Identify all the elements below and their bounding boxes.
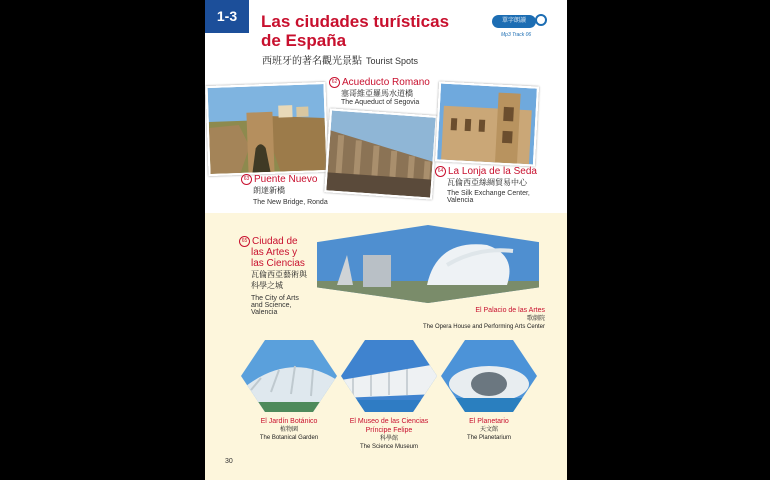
lonja-name-en-2: Valencia	[447, 197, 474, 205]
puente-name-zh: 朗達新橋	[253, 186, 285, 196]
ciudad-name-zh-2: 科學之城	[251, 281, 283, 291]
lonja-caption	[435, 166, 537, 204]
cd-icon	[535, 14, 547, 26]
palau-name-zh: 歌劇院	[526, 316, 545, 322]
ciudad-name-en-2: and Science,	[251, 302, 292, 310]
acueducto-name-zh: 塞哥維亞羅馬水道橋	[341, 89, 413, 99]
puente-caption	[241, 174, 328, 206]
acueducto-photo	[324, 108, 438, 199]
puente-name: Puente Nuevo	[254, 174, 318, 186]
chapter-number: 1-3	[205, 0, 249, 33]
book-page	[205, 0, 567, 480]
museo-caption	[333, 417, 445, 451]
subtitle-chinese: 西班牙的著名觀光景點	[262, 56, 362, 67]
page-title: Las ciudades turísticas de España	[261, 12, 450, 50]
lonja-photo	[435, 81, 539, 166]
ciudad-name-zh-1: 瓦倫西亞藝術與	[251, 270, 307, 280]
lonja-name: La Lonja de la Seda	[448, 166, 537, 178]
planetario-caption	[441, 417, 537, 442]
spot-number: 62	[329, 77, 340, 88]
planetario-name: El Planetario	[469, 418, 509, 425]
acueducto-name-en: The Aqueduct of Segovia	[341, 99, 420, 107]
jardin-name-zh: 植物園	[279, 427, 298, 433]
jardin-caption	[241, 417, 337, 442]
ciudad-name-line-3: las Ciencias	[251, 258, 305, 270]
planetario-name-en: The Planetarium	[466, 435, 512, 441]
museo-name-1: El Museo de las Ciencias	[349, 418, 429, 425]
ciudad-name-en-1: The City of Arts	[251, 295, 299, 303]
palau-name: El Palacio de las Artes	[475, 307, 545, 314]
audio-badge: 單字朗讀	[492, 15, 536, 28]
acueducto-name: Acueducto Romano	[342, 77, 430, 89]
museo-name-zh: 科學館	[379, 436, 398, 442]
jardin-name: El Jardín Botánico	[260, 418, 318, 425]
page-subtitle	[262, 52, 418, 67]
jardin-name-en: The Botanical Garden	[259, 435, 319, 441]
museo-name-en: The Science Museum	[359, 444, 419, 450]
puente-nuevo-photo	[205, 82, 328, 176]
page-number: 30	[225, 458, 233, 465]
palau-caption	[415, 306, 545, 331]
puente-name-en: The New Bridge, Ronda	[253, 199, 328, 207]
lonja-name-zh: 瓦倫西亞絲綢貿易中心	[447, 178, 527, 188]
palau-name-en: The Opera House and Performing Arts Center	[422, 324, 545, 330]
acueducto-caption	[329, 77, 430, 106]
mp3-track-label: Mp3 Track 06	[501, 32, 532, 38]
spot-number: 63	[241, 174, 252, 185]
museo-name-2: Príncipe Felipe	[365, 427, 413, 434]
spot-number: 65	[239, 236, 250, 247]
ciudad-name-line-1: Ciudad de	[252, 236, 298, 248]
planetario-name-zh: 天文館	[479, 427, 498, 433]
ciudad-name-line-2: las Artes y	[251, 247, 298, 259]
subtitle-english: Tourist Spots	[366, 56, 419, 66]
spot-number: 64	[435, 166, 446, 177]
ciudad-caption	[239, 236, 307, 316]
lonja-name-en-1: The Silk Exchange Center,	[447, 190, 530, 198]
ciudad-name-en-3: Valencia	[251, 309, 278, 317]
